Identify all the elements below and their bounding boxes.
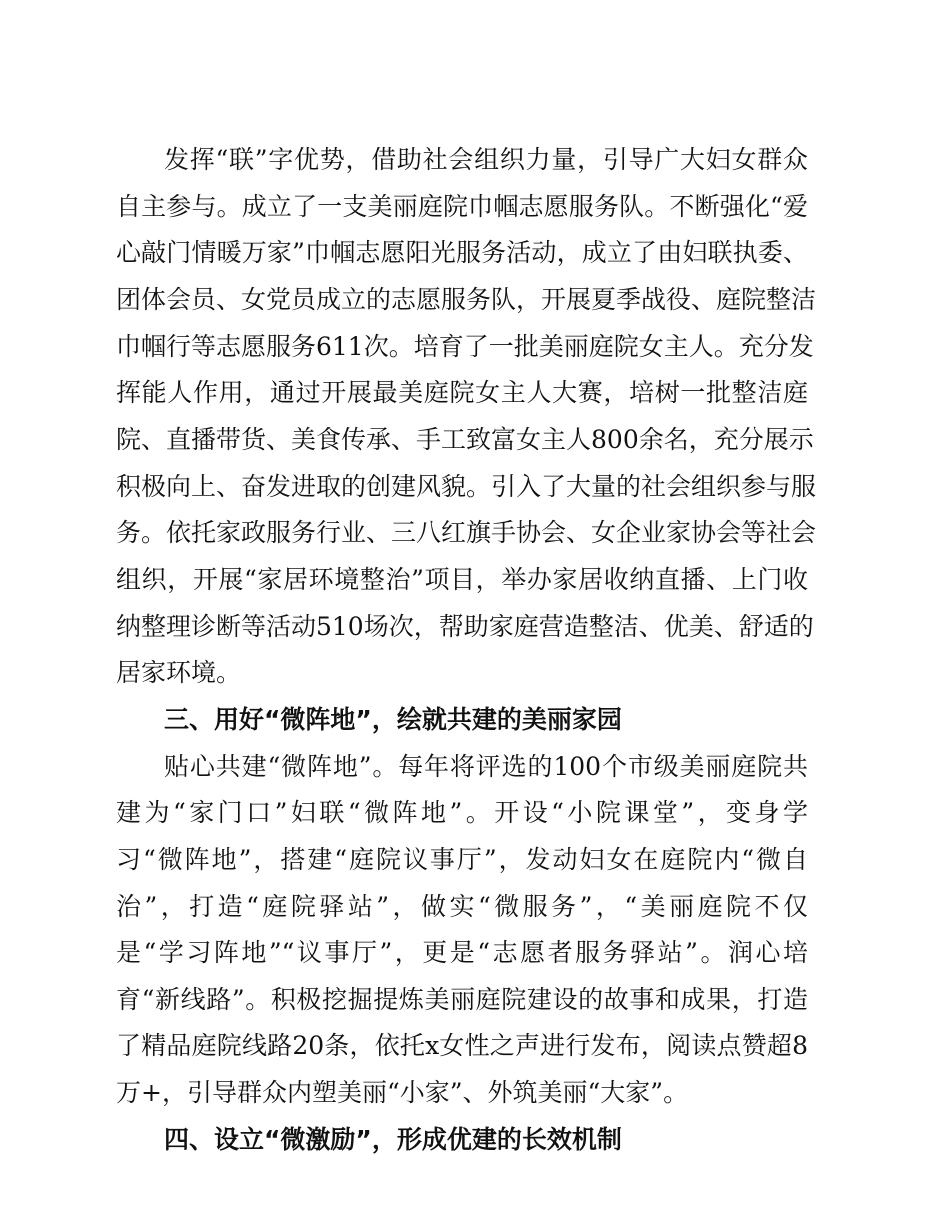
text-line: 纳整理诊断等活动510场次，帮助家庭营造整洁、优美、舒适的 — [116, 611, 814, 641]
text-line: 是“学习阵地”“议事厅”，更是“志愿者服务驿站”。润心培 — [116, 938, 808, 968]
text-line: 团体会员、女党员成立的志愿服务队，开展夏季战役、庭院整洁 — [116, 284, 817, 314]
text-line: 务。依托家政服务行业、三八红旗手协会、女企业家协会等社会 — [116, 518, 817, 548]
paragraph-volunteer-service — [116, 137, 817, 697]
text-line: 发挥“联”字优势，借助社会组织力量，引导广大妇女群众 — [164, 145, 808, 174]
text-line: 心敲门情暖万家”巾帼志愿阳光服务活动，成立了由妇联执委、 — [116, 238, 808, 268]
text-line: 了精品庭院线路20条，依托x女性之声进行发布，阅读点赞超8 — [116, 1031, 808, 1061]
text-line: 育“新线路”。积极挖掘提炼美丽庭院建设的故事和成果，打造 — [116, 984, 808, 1014]
text-line: 院、直播带货、美食传承、手工致富女主人800余名，充分展示 — [116, 424, 814, 454]
document-page — [116, 137, 817, 1163]
section-heading-3: 三、用好“微阵地”，绘就共建的美丽家园 — [164, 704, 622, 734]
text-line: 挥能人作用，通过开展最美庭院女主人大赛，培树一批整洁庭 — [116, 378, 808, 408]
text-line: 建为“家门口”妇联“微阵地”。开设“小院课堂”，变身学 — [116, 798, 808, 828]
text-line: 习“微阵地”，搭建“庭院议事厅”，发动妇女在庭院内“微自 — [116, 844, 808, 874]
section-heading-4: 四、设立“微激励”，形成优建的长效机制 — [164, 1124, 622, 1154]
text-line: 自主参与。成立了一支美丽庭院巾帼志愿服务队。不断强化“爱 — [116, 191, 808, 221]
text-line: 组织，开展“家居环境整治”项目，举办家居收纳直播、上门收 — [116, 564, 808, 594]
text-line: 居家环境。 — [116, 658, 242, 688]
text-line: 巾帼行等志愿服务611次。培育了一批美丽庭院女主人。充分发 — [116, 331, 814, 361]
paragraph-micro-position — [116, 744, 808, 1117]
text-line: 万+，引导群众内塑美丽“小家”、外筑美丽“大家”。 — [116, 1078, 689, 1108]
text-line: 贴心共建“微阵地”。每年将评选的100个市级美丽庭院共 — [164, 751, 808, 781]
text-line: 治”，打造“庭院驿站”，做实“微服务”，“美丽庭院不仅 — [116, 891, 808, 921]
text-line: 积极向上、奋发进取的创建风貌。引入了大量的社会组织参与服 — [116, 471, 817, 501]
